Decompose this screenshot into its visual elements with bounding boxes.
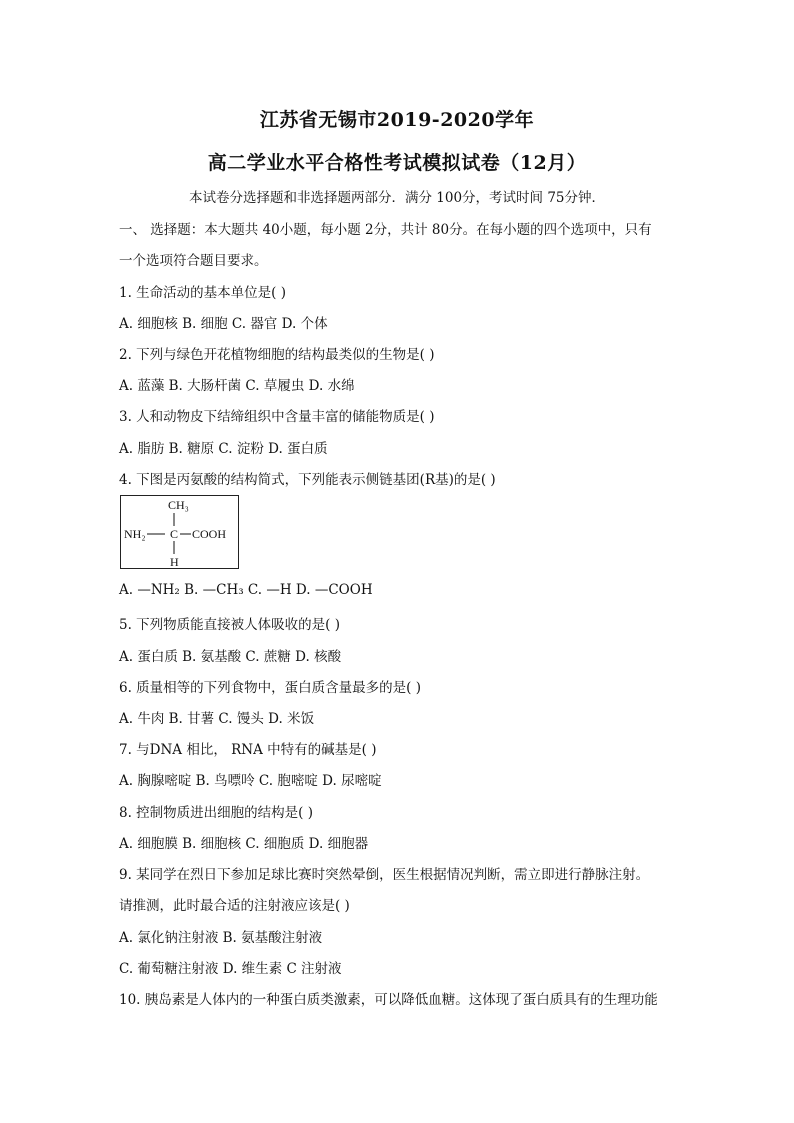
question-9-stem-line2: 请推测，此时最合适的注射液应该是( ) bbox=[119, 898, 350, 914]
question-2-stem: 2. 下列与绿色开花植物细胞的结构最类似的生物是( ) bbox=[119, 347, 435, 363]
question-1-options: A. 细胞核 B. 细胞 C. 器官 D. 个体 bbox=[119, 316, 328, 332]
question-9-options-line2: C. 葡萄糖注射液 D. 维生素 C 注射液 bbox=[119, 961, 342, 977]
exam-title-line1: 江苏省无锡市2019-2020学年 bbox=[259, 109, 535, 131]
question-4-stem: 4. 下图是丙氨酸的结构简式，下列能表示侧链基团(R基)的是( ) bbox=[119, 472, 496, 488]
question-8-options: A. 细胞膜 B. 细胞核 C. 细胞质 D. 细胞器 bbox=[119, 836, 369, 852]
question-7-options: A. 胸腺嘧啶 B. 鸟嘌呤 C. 胞嘧啶 D. 尿嘧啶 bbox=[119, 773, 382, 789]
question-1-stem: 1. 生命活动的基本单位是( ) bbox=[119, 285, 286, 301]
section-intro-line1: 一、 选择题：本大题共 40小题，每小题 2分，共计 80分。在每小题的四个选项中，只有 bbox=[119, 222, 652, 238]
formula-top-group: CH₃ bbox=[168, 498, 189, 512]
exam-title-line2: 高二学业水平合格性考试模拟试卷（12月） bbox=[207, 152, 587, 174]
question-2-options: A. 蓝藻 B. 大肠杆菌 C. 草履虫 D. 水绵 bbox=[119, 378, 355, 394]
question-8-stem: 8. 控制物质进出细胞的结构是( ) bbox=[119, 805, 313, 821]
question-9-options-line1: A. 氯化钠注射液 B. 氨基酸注射液 bbox=[119, 930, 323, 946]
formula-bottom-group: H bbox=[170, 555, 179, 568]
question-3-options: A. 脂肪 B. 糖原 C. 淀粉 D. 蛋白质 bbox=[119, 441, 328, 457]
question-6-options: A. 牛肉 B. 甘薯 C. 馒头 D. 米饭 bbox=[119, 711, 315, 727]
question-5-options: A. 蛋白质 B. 氨基酸 C. 蔗糖 D. 核酸 bbox=[119, 649, 342, 665]
question-6-stem: 6. 质量相等的下列食物中，蛋白质含量最多的是( ) bbox=[119, 680, 421, 696]
formula-right-group: COOH bbox=[192, 527, 227, 541]
question-7-stem: 7. 与DNA 相比， RNA 中特有的碱基是( ) bbox=[119, 742, 377, 758]
question-4-options: A. —NH₂ B. —CH₃ C. —H D. —COOH bbox=[119, 582, 373, 598]
formula-center-atom: C bbox=[170, 527, 179, 541]
formula-left-group: NH₂ bbox=[124, 527, 146, 541]
alanine-structure-figure bbox=[120, 495, 239, 569]
exam-instructions: 本试卷分选择题和非选择题两部分．满分 100分，考试时间 75分钟． bbox=[188, 190, 606, 206]
question-3-stem: 3. 人和动物皮下结缔组织中含量丰富的储能物质是( ) bbox=[119, 409, 435, 425]
question-10-stem-line1: 10. 胰岛素是人体内的一种蛋白质类激素，可以降低血糖。这体现了蛋白质具有的生理功能 bbox=[119, 992, 658, 1008]
section-intro-line2: 一个选项符合题目要求。 bbox=[119, 253, 268, 269]
question-5-stem: 5. 下列物质能直接被人体吸收的是( ) bbox=[119, 617, 340, 633]
question-9-stem-line1: 9. 某同学在烈日下参加足球比赛时突然晕倒，医生根据情况判断，需立即进行静脉注射。 bbox=[119, 867, 650, 883]
